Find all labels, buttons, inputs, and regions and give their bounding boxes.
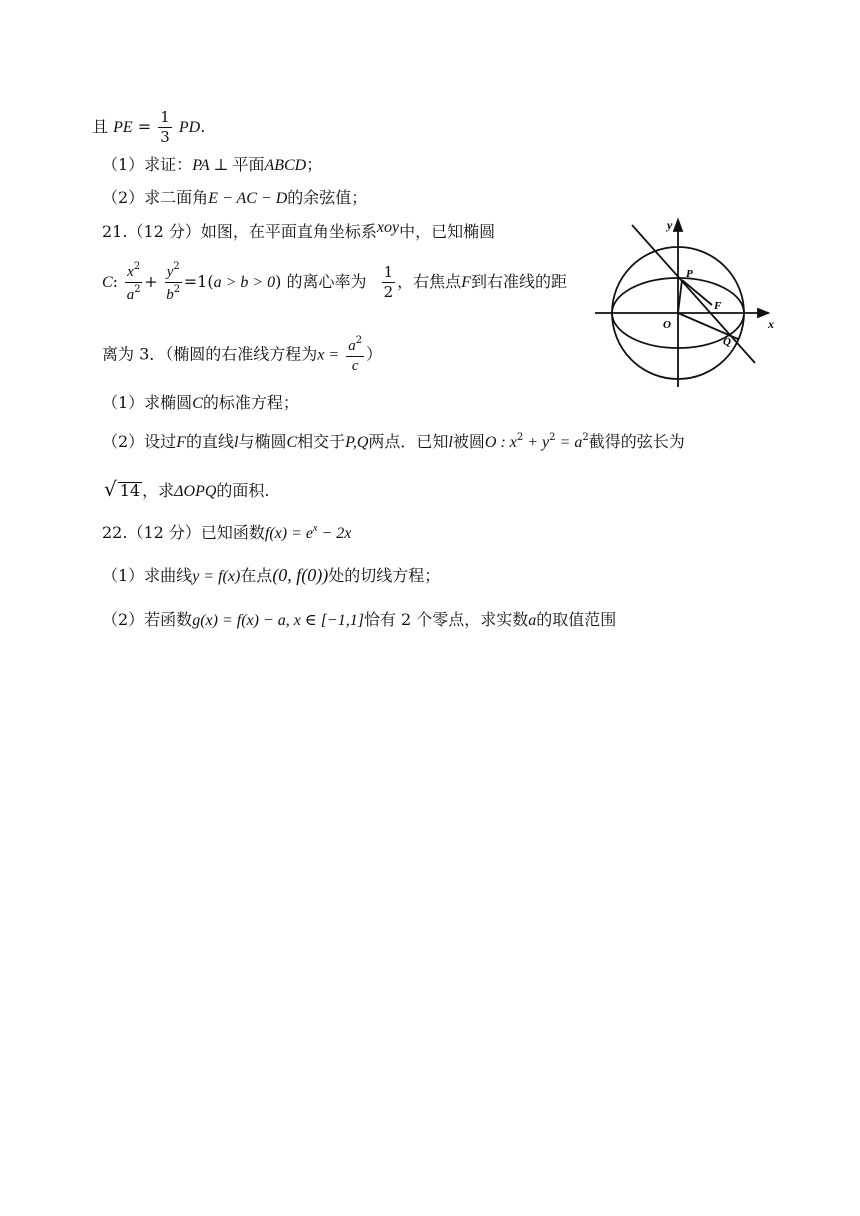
text: ，右焦点	[397, 272, 462, 291]
q22-part1	[102, 566, 440, 585]
exponent: 2	[516, 432, 524, 443]
label-O: O	[663, 319, 671, 331]
q22-part2	[102, 612, 616, 629]
numerator: 1	[160, 108, 170, 126]
math: E − AC − D	[208, 190, 288, 207]
exponent: 2	[133, 261, 141, 272]
math: xoy	[376, 219, 400, 236]
math: ABCD	[264, 157, 307, 174]
q21-part2	[102, 433, 685, 451]
ellipse-circle-figure	[590, 215, 790, 390]
text: 且	[92, 117, 109, 136]
text: 22.（12 分）已知函数	[102, 523, 265, 542]
text: 的直线	[185, 432, 234, 451]
math: f(x) = e	[264, 525, 314, 542]
math: P,Q	[345, 434, 369, 451]
math: F	[176, 434, 186, 451]
segment-PF	[682, 280, 712, 305]
text: ；	[306, 155, 323, 174]
text: 平面	[232, 155, 265, 174]
label-x: x	[768, 317, 774, 331]
fraction	[382, 265, 396, 300]
exponent: 2	[173, 284, 181, 295]
text: 的离心率为	[286, 272, 367, 291]
x-axis-arrow	[758, 309, 768, 317]
exponent: 2	[134, 284, 141, 295]
q21-directrix	[102, 336, 382, 374]
numerator	[125, 262, 142, 283]
math: a	[348, 338, 356, 354]
denominator: c	[351, 358, 359, 374]
text: （2）求二面角	[102, 188, 209, 207]
q21-part1	[102, 395, 299, 412]
denominator: 2	[383, 283, 394, 301]
numerator	[346, 336, 364, 357]
text: .	[200, 117, 206, 136]
math: :	[112, 272, 119, 291]
text: 的余弦值；	[287, 188, 368, 207]
text: 与椭圆	[238, 432, 287, 451]
math: + y	[523, 434, 550, 451]
math: g(x) = f(x) − a, x ∈ [−1,1]	[192, 612, 364, 629]
math: C	[102, 274, 113, 291]
line-part2-dihedral	[102, 190, 367, 207]
math: F	[461, 274, 471, 291]
math: y	[166, 264, 174, 280]
q21-heading	[102, 219, 496, 241]
text: （2）设过	[102, 432, 177, 451]
fraction	[165, 262, 182, 303]
math: − 2x	[317, 525, 352, 542]
label-y: y	[667, 218, 673, 232]
text: 被圆	[452, 432, 485, 451]
exponent: 2	[173, 261, 180, 272]
numerator	[165, 262, 182, 283]
radical-sign: √	[104, 477, 117, 501]
text: （1）求椭圆	[102, 393, 193, 412]
exponent: x	[313, 523, 318, 534]
math: x =	[317, 346, 340, 364]
exponent: 2	[355, 335, 363, 346]
denominator	[165, 283, 182, 303]
math: a	[528, 612, 537, 629]
math: l	[233, 434, 239, 451]
exponent: 2	[549, 432, 556, 443]
text: 两点．已知	[368, 432, 449, 451]
text: 处的切线方程；	[328, 566, 441, 585]
math: )	[275, 272, 282, 291]
math: b	[166, 287, 174, 303]
text: 中，已知椭圆	[399, 222, 496, 241]
math: O : x	[484, 434, 517, 451]
math: =1(	[183, 272, 214, 291]
label-F: F	[714, 300, 722, 312]
math: =	[137, 117, 152, 136]
label-P: P	[686, 268, 693, 280]
math: l	[448, 434, 453, 451]
label-Q: Q	[723, 336, 731, 348]
exponent: 2	[582, 432, 589, 443]
math: x	[127, 264, 134, 280]
math: = a	[555, 434, 583, 451]
q22-heading	[102, 524, 351, 542]
denominator	[125, 283, 142, 303]
math: PA ⊥	[192, 157, 233, 174]
math: ΔOPQ	[174, 483, 217, 500]
math: +	[144, 272, 158, 291]
text: 相交于	[297, 432, 346, 451]
line-pe-condition	[92, 110, 205, 145]
numerator: 1	[383, 263, 394, 281]
fraction	[346, 336, 364, 374]
text: 的标准方程；	[202, 393, 299, 412]
text: 21.（12 分）如图，在平面直角坐标系	[102, 222, 377, 241]
math: a > b > 0	[213, 274, 276, 291]
text: （2）若函数	[102, 610, 193, 629]
fraction	[158, 110, 172, 145]
text: 恰有 2 个零点，求实数	[363, 610, 529, 629]
math: 14	[119, 481, 141, 500]
math: (0, f(0))	[272, 565, 329, 585]
text: 到右准线的距	[470, 272, 567, 291]
q21-ellipse-equation	[102, 262, 567, 303]
line-part1-proof	[102, 157, 322, 174]
text: （1）求证：	[102, 155, 193, 174]
text: 离为 3．（椭圆的右准线方程为	[102, 344, 318, 364]
text: 的取值范围	[536, 610, 617, 629]
y-axis-arrow	[674, 220, 682, 231]
text: （1）求曲线	[102, 566, 193, 585]
math: PD	[178, 119, 201, 136]
math: PE	[113, 119, 133, 136]
q21-area-ask	[104, 479, 270, 500]
line-l	[632, 225, 755, 363]
math: C	[192, 395, 203, 412]
text: ）	[366, 344, 383, 364]
text: 的面积.	[216, 481, 270, 500]
text: 在点	[240, 566, 273, 585]
text: 截得的弦长为	[588, 432, 685, 451]
text: ，求	[142, 481, 175, 500]
denominator: 3	[160, 128, 170, 146]
math: y = f(x)	[192, 568, 241, 585]
math: C	[286, 434, 298, 451]
math: a	[126, 287, 135, 303]
fraction	[125, 262, 142, 303]
